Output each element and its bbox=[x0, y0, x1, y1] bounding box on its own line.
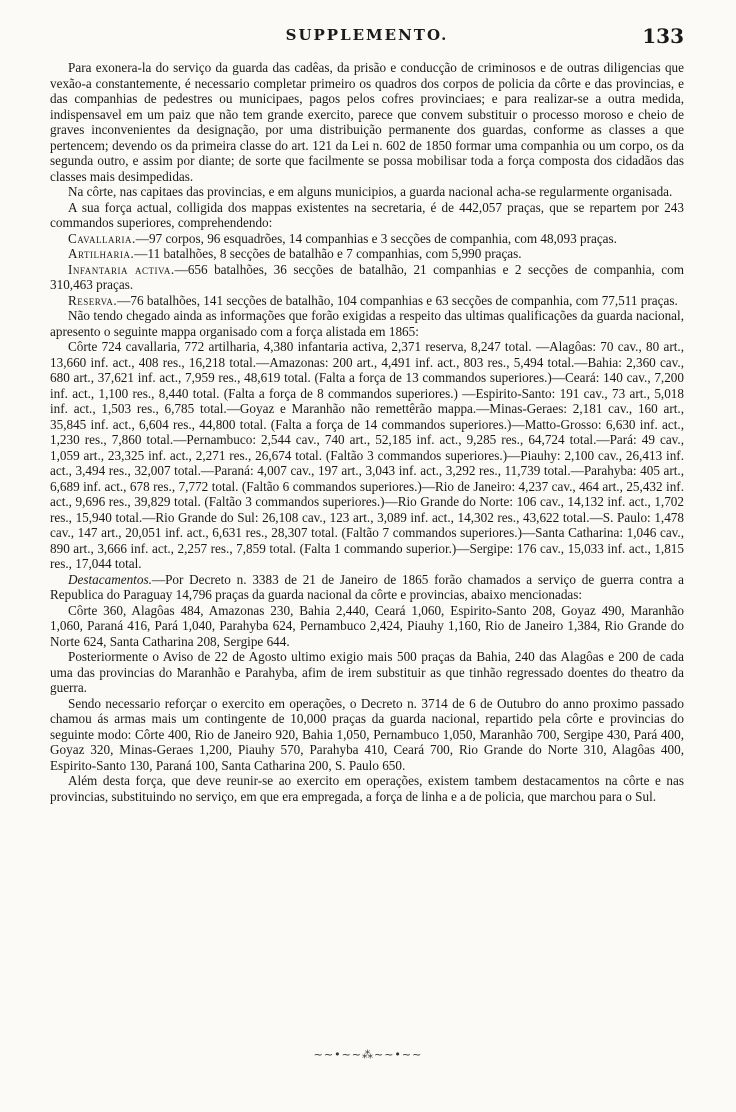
paragraph-qualifications: Não tendo chegado ainda as informações que forão exigidas a respeito das ultimas qualificações da guarda nacional, apresento o seguinte mappa organisado com a força alistada em 1865: bbox=[50, 308, 684, 339]
page-header bbox=[50, 24, 684, 56]
detachments-text: —Por Decreto n. 3383 de 21 de Janeiro de 1865 forão chamados a serviço de guerra contra a Republica do Paraguay 14,796 praças da guarda nacional da côrte e provincias, abaixo mencionadas: bbox=[50, 571, 684, 602]
reserve-text: —76 batalhões, 141 secções de batalhão, 104 companhias e 63 secções de companhia, com 77,511 praças. bbox=[117, 292, 678, 308]
paragraph-aviso: Posteriormente o Aviso de 22 de Agosto ultimo exigio mais 500 praças da Bahia, 240 das Alagôas e 200 de cada uma das provincias do Maranhão e Parahyba, afim de irem substituir as que tinhão regressado doentes do theatro da guerra. bbox=[50, 649, 684, 695]
paragraph-guard-service: Para exonera-la do serviço da guarda das cadêas, da prisão e conducção de criminosos e de outras diligencias que vexão-a constantemente, é necessario completar primeiro os quadros dos corpos de policia da côrte e das provincias, e das companhias de pedestres ou municipaes, pagos pelos cofres provinciaes; e para realizar-se a outra medida, indispensavel em um paiz que não tem grande exercito, parece que convem substituir o processo moroso e cheio de graves inconvenientes da designação, por uma distribuição permanente dos guardas, conforme as classes a que pertencem; devendo os da primeira classe do art. 121 da Lei n. 602 de 1850 formar uma companhia ou um corpo, os da segunda outro, e assim por diante; de sorte que facilmente se possa mobilisar toda a força composta dos cidadãos das classes mais desimpedidas. bbox=[50, 60, 684, 184]
paragraph-force-total: A sua força actual, colligida dos mappas existentes na secretaria, é de 442,057 praças, que se repartem por 243 commandos superiores, comprehendendo: bbox=[50, 199, 684, 230]
paragraph-reserve bbox=[50, 293, 684, 309]
infantry-text: —656 batalhões, 36 secções de batalhão, 21 companhias e 2 secções de companhia, com 310,463 praças. bbox=[50, 261, 684, 292]
cavalry-text: —97 corpos, 96 esquadrões, 14 companhias e 3 secções de companhia, com 48,093 praças. bbox=[135, 230, 617, 246]
paragraph-decree-3714: Sendo necessario reforçar o exercito em operações, o Decreto n. 3714 de 6 de Outubro do anno proximo passado chamou ás armas mais um contingente de 10,000 praças da guarda nacional, repartido pela côrte e provincias do seguinte modo: Côrte 400, Rio de Janeiro 920, Bahia 1,050, Pernambuco 1,050, Maranhão 700, Sergipe 430, Pará 400, Goyaz 320, Minas-Geraes 1,200, Piauhy 570, Parahyba 410, Ceará 700, Rio Grande do Norte 310, Alagôas 400, Espirito-Santo 130, Paraná 100, Santa Catharina 200, S. Paulo 650. bbox=[50, 695, 684, 773]
paragraph-closing: Além desta força, que deve reunir-se ao exercito em operações, existem tambem destacamentos na côrte e nas provincias, substituindo no serviço, em que era empregada, a força de linha e a de policia, que marchou para o Sul. bbox=[50, 773, 684, 804]
paragraph-provinces-table: Côrte 724 cavallaria, 772 artilharia, 4,380 infantaria activa, 2,371 reserva, 8,247 total. —Alagôas: 70 cav., 80 art., 13,660 inf. act., 408 res., 16,218 total.—Amazonas: 200 art., 4,491 inf. act., 803 res., 5,494 total.—Bahia: 2,360 cav., 680 art., 37,621 inf. act., 7,959 res., 48,619 total. (Falta a força de 13 commandos superiores.)—Ceará: 140 cav., 7,200 inf. act., 1,100 res., 8,440 total. (Falta a força de 8 commandos superiores.) —Espirito-Santo: 191 cav., 73 art., 5,018 inf. act., 1,503 res., 6,785 total.—Goyaz e Maranhão não remettêrão mappa.—Minas-Geraes: 2,181 cav., 160 art., 35,845 inf. act., 6,604 res., 44,800 total. (Falta a força de 14 commandos superiores.)—Matto-Grosso: 6,630 inf. act., 1,230 res., 7,860 total.—Pernambuco: 2,544 cav., 740 art., 52,185 inf. act., 9,285 res., 64,724 total.—Pará: 49 cav., 1,059 art., 23,325 inf. act., 2,271 res., 26,674 total. (Faltão 3 commandos superiores.)—Piauhy: 2,100 cav., 26,413 inf. act., 3,494 res., 32,007 total.—Paraná: 4,007 cav., 197 art., 3,043 inf. act., 3,292 res., 11,739 total.—Parahyba: 405 art., 6,689 inf. act., 678 res., 7,772 total. (Faltão 6 commandos superiores.)—Rio de Janeiro: 4,237 cav., 464 art., 25,432 inf. act., 9,696 res., 39,829 total. (Faltão 3 commandos superiores.)—Rio Grande do Norte: 106 cav., 14,132 inf. act., 1,702 res., 15,940 total.—Rio Grande do Sul: 26,108 cav., 123 art., 3,089 inf. act., 14,302 res., 43,622 total.—S. Paulo: 1,478 cav., 147 art., 20,051 inf. act., 6,631 res., 28,307 total. (Faltão 7 commandos superiores.)—Santa Catharina: 1,046 cav., 890 art., 3,666 inf. act., 2,257 res., 7,859 total. (Falta 1 commando superior.)—Sergipe: 176 cav., 15,033 inf. act., 1,815 res., 17,044 total. bbox=[50, 339, 684, 571]
artillery-text: —11 batalhões, 8 secções de batalhão e 7 companhias, com 5,990 praças. bbox=[134, 246, 522, 261]
detachments-label: Destacamentos. bbox=[68, 571, 152, 587]
paragraph-infantry bbox=[50, 262, 684, 293]
page-number: 133 bbox=[642, 24, 684, 48]
paragraph-organisation: Na côrte, nas capitaes das provincias, e em alguns municipios, a guarda nacional acha-se regularmente organisada. bbox=[68, 184, 673, 199]
cavalry-label: Cavallaria. bbox=[68, 230, 136, 246]
paragraph-artillery bbox=[50, 246, 684, 262]
paragraph-detachments bbox=[50, 572, 684, 603]
paragraph-detachment-list: Côrte 360, Alagôas 484, Amazonas 230, Bahia 2,440, Ceará 1,060, Espirito-Santo 208, Goyaz 490, Maranhão 1,060, Paraná 416, Pará 1,040, Parahyba 624, Pernambuco 2,424, Piauhy 1,160, Rio de Janeiro 1,384, Rio Grande do Norte 624, Santa Catharina 208, Sergipe 644. bbox=[50, 602, 684, 649]
artillery-label: Artilharia. bbox=[68, 246, 135, 261]
reserve-label: Reserva. bbox=[68, 292, 118, 308]
running-title: SUPPLEMENTO. bbox=[285, 26, 449, 44]
ornament-divider: ~~•~~⁂~~•~~ bbox=[313, 1048, 423, 1061]
body-text bbox=[50, 60, 684, 804]
infantry-label: Infantaria activa. bbox=[68, 261, 175, 277]
paragraph-cavalry bbox=[50, 231, 684, 247]
